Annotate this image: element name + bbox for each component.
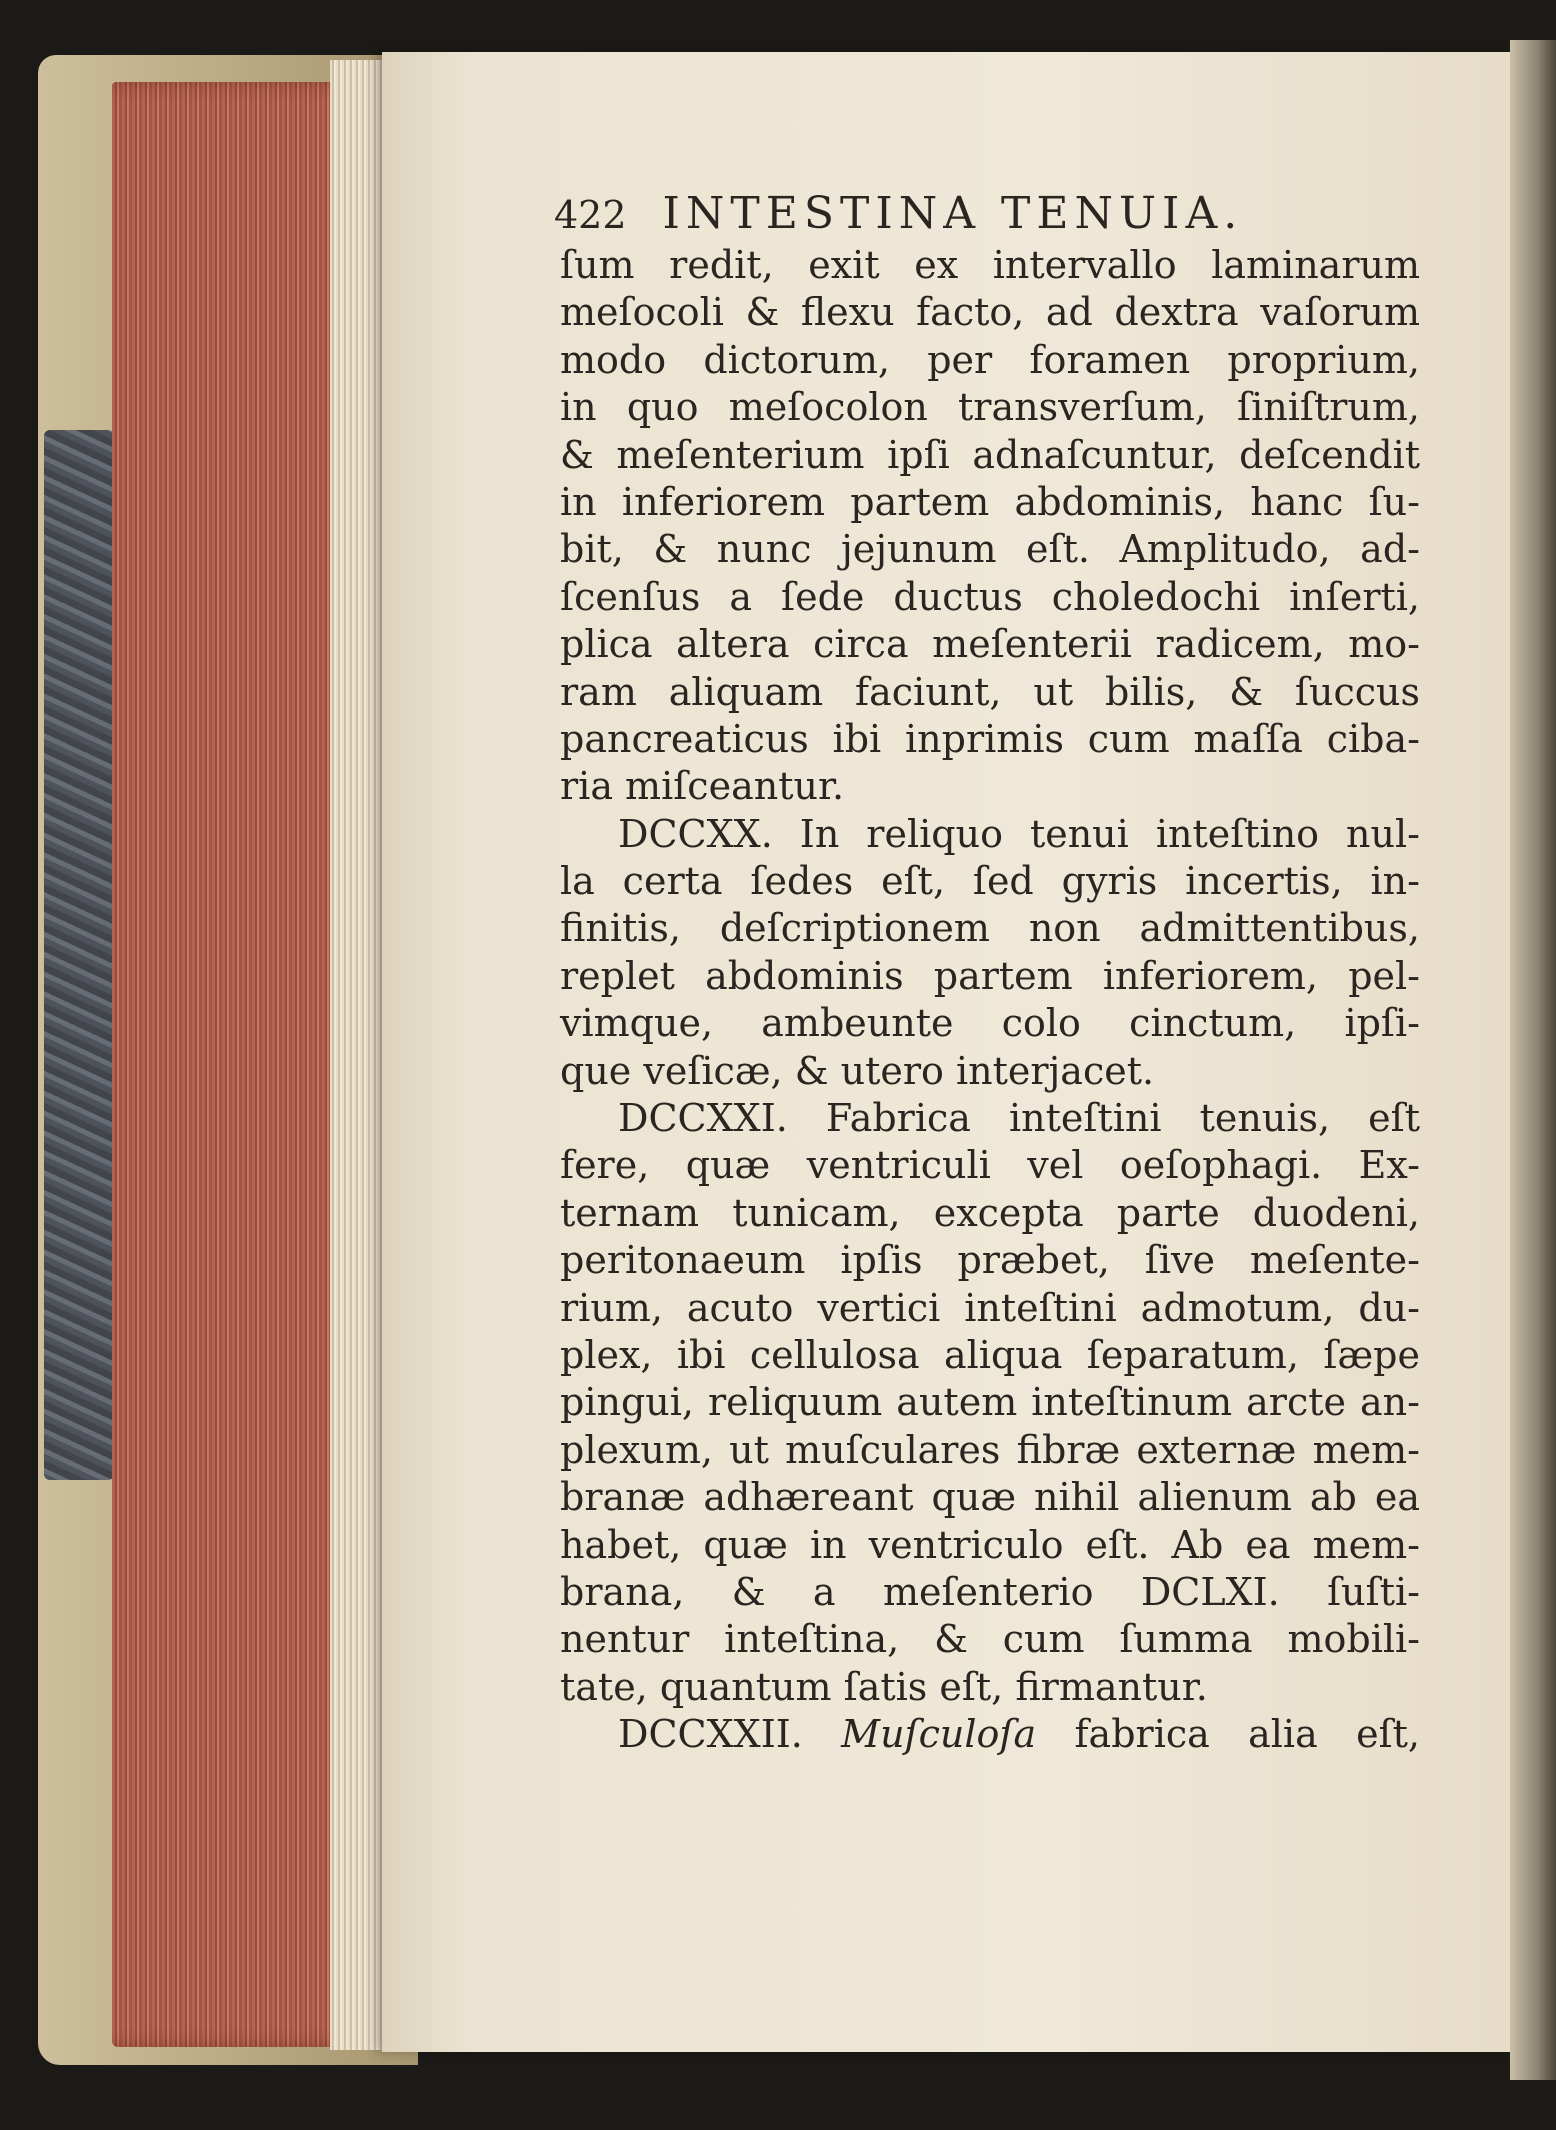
text-line: in inferiorem partem abdominis, hanc ſu- xyxy=(560,479,1420,524)
text-line: brana, & a meſenterio DCLXI. ſuſti- xyxy=(560,1569,1420,1614)
book-gutter xyxy=(1510,40,1556,2080)
text-line: plex, ibi cellulosa aliqua ſeparatum, ſæpe xyxy=(560,1332,1420,1377)
marbled-board xyxy=(44,430,114,1480)
text-line: DCCXXI. Fabrica inteſtini tenuis, eſt xyxy=(618,1096,1420,1141)
text-line: in quo meſocolon transverſum, ſiniſtrum, xyxy=(560,385,1420,430)
text-line: ſcenſus a ſede ductus choledochi inſerti, xyxy=(560,574,1420,619)
text-line: ſum redit, exit ex intervallo laminarum xyxy=(560,243,1420,287)
text-line: pingui, reliquum autem inteſtinum arcte an- xyxy=(560,1380,1420,1425)
text-line: ria miſceantur. xyxy=(560,764,845,809)
running-head-title: INTESTINA TENUIA. xyxy=(662,188,1244,239)
text-line: DCCXX. In reliquo tenui inteſtino nul- xyxy=(618,811,1420,856)
text-line: pancreaticus ibi inprimis cum maſſa ciba- xyxy=(560,716,1420,761)
paragraph-dccxx xyxy=(560,811,1420,1095)
text-line: bit, & nunc jejunum eſt. Amplitudo, ad- xyxy=(560,527,1420,572)
page-block-edge xyxy=(330,60,386,2050)
text-line: plica altera circa meſenterii radicem, mo- xyxy=(560,622,1420,667)
text-line: que veſicæ, & utero interjacet. xyxy=(560,1048,1155,1093)
text-line: & meſenterium ipſi adnaſcuntur, deſcendit xyxy=(560,432,1420,477)
text-line: peritonaeum ipſis præbet, ſive meſente- xyxy=(560,1238,1420,1283)
text-line: modo dictorum, per foramen proprium, xyxy=(560,337,1420,382)
text-line: la certa ſedes eſt, ſed gyris incertis, in- xyxy=(560,859,1420,904)
text-line: habet, quæ in ventriculo eſt. Ab ea mem- xyxy=(560,1522,1420,1567)
paragraph-dccxxi xyxy=(560,1095,1420,1711)
section-number: DCCXXII. xyxy=(618,1712,803,1757)
paragraph-continuation xyxy=(560,242,1420,811)
page-number: 422 xyxy=(554,193,627,237)
text-line: ternam tunicam, excepta parte duodeni, xyxy=(560,1190,1420,1235)
text-line: rium, acuto vertici inteſtini admotum, du- xyxy=(560,1285,1420,1330)
text-line: fere, quæ ventriculi vel oeſophagi. Ex- xyxy=(560,1143,1420,1188)
text-line: plexum, ut muſculares fibræ externæ mem- xyxy=(560,1427,1420,1472)
text-line xyxy=(560,1711,1420,1758)
text-line: finitis, deſcriptionem non admittentibus, xyxy=(560,906,1420,951)
text-line: ram aliquam faciunt, ut bilis, & ſuccus xyxy=(560,669,1420,714)
text-line: tate, quantum ſatis eſt, firmantur. xyxy=(560,1664,1208,1709)
text-line: branæ adhæreant quæ nihil alienum ab ea xyxy=(560,1475,1420,1520)
line-remainder: fabrica alia eſt, xyxy=(1074,1712,1420,1757)
page-text xyxy=(554,188,1420,1759)
paragraph-dccxxii xyxy=(560,1711,1420,1758)
running-head xyxy=(554,190,1420,242)
text-line: vimque, ambeunte colo cinctum, ipſi- xyxy=(560,1001,1420,1046)
text-line: nentur inteſtina, & cum ſumma mobili- xyxy=(560,1617,1420,1662)
text-line: meſocoli & flexu facto, ad dextra vaſorum xyxy=(560,290,1420,335)
italic-term: Muſculoſa xyxy=(841,1712,1037,1757)
text-line: replet abdominis partem inferiorem, pel- xyxy=(560,953,1420,998)
